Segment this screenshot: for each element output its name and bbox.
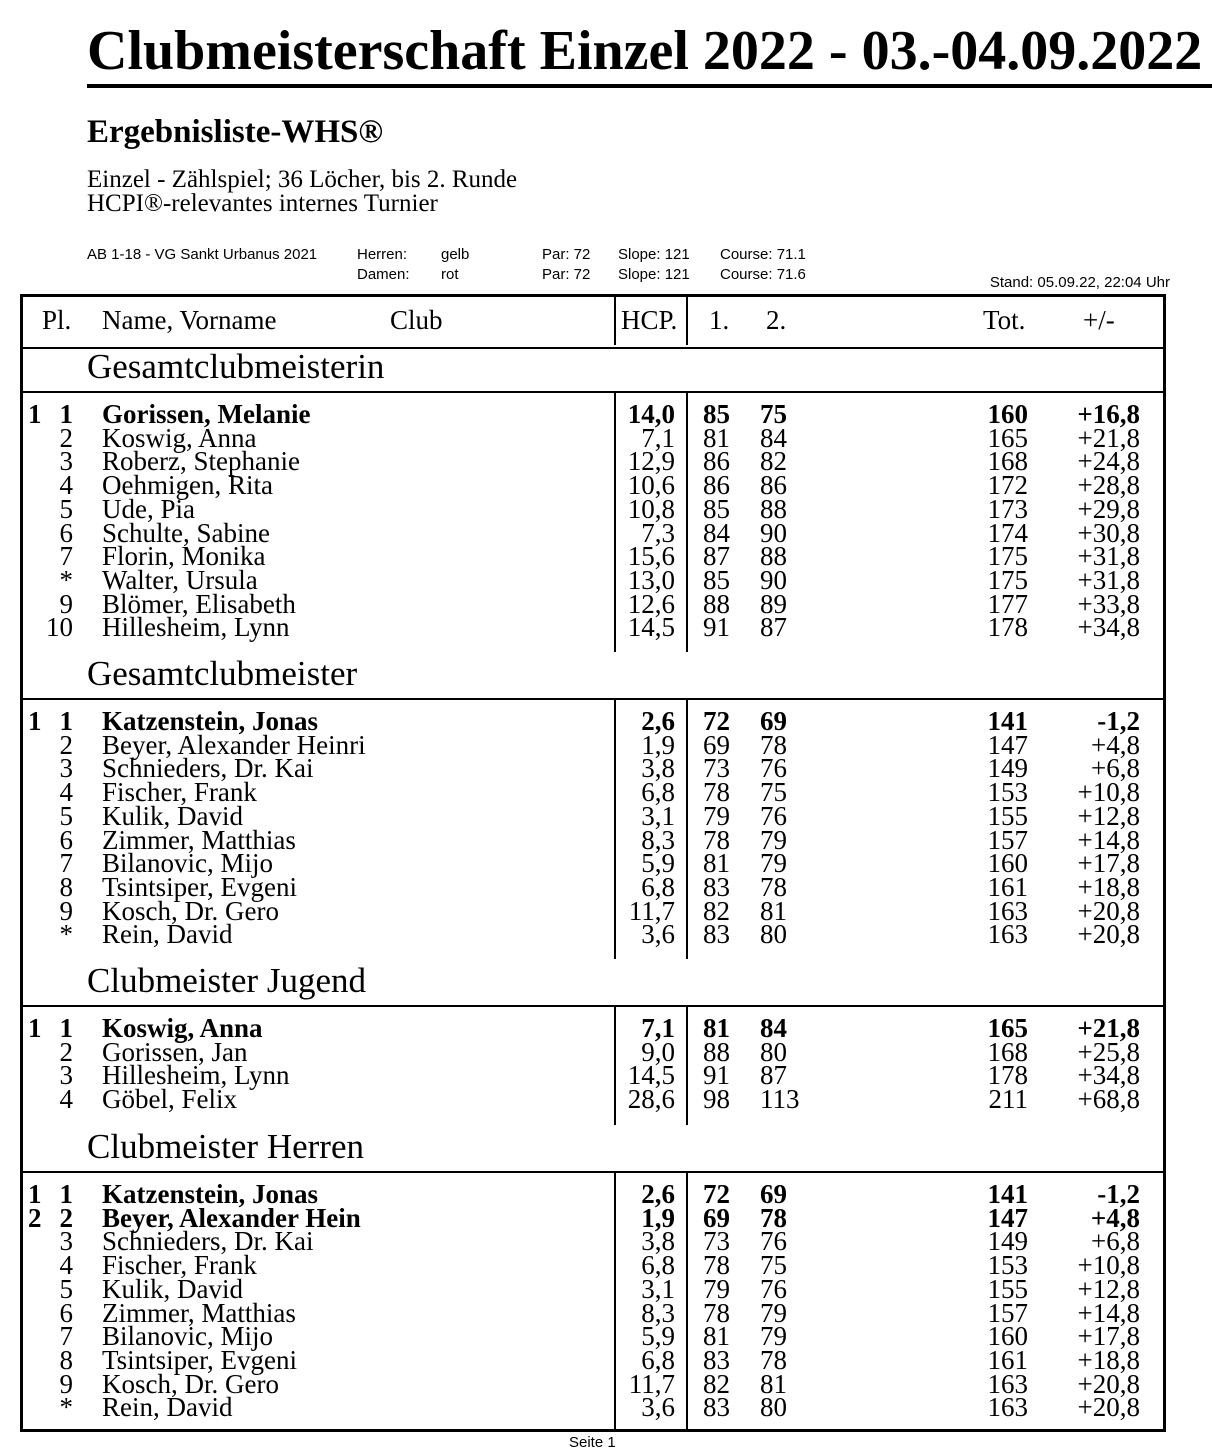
handicap: 6,8: [641, 777, 675, 808]
player-name: Schnieders, Dr. Kai: [102, 1226, 314, 1257]
par-difference: +12,8: [1077, 1273, 1140, 1304]
place: 9: [59, 588, 73, 619]
place: 2: [59, 1202, 73, 1233]
player-name: Fischer, Frank: [102, 777, 257, 808]
round-1-score: 81: [703, 848, 730, 879]
round-2-score: 76: [760, 800, 787, 831]
section-title-label: Gesamtclubmeister: [87, 654, 358, 693]
round-1-score: 81: [703, 1013, 730, 1043]
player-name: Gorissen, Jan: [102, 1036, 248, 1067]
handicap: 14,0: [627, 399, 675, 429]
round-2-score: 81: [760, 1368, 787, 1399]
player-name: Kosch, Dr. Gero: [102, 1368, 279, 1399]
player-name: Koswig, Anna: [102, 422, 257, 453]
round-1-score: 84: [703, 517, 730, 548]
player-name: Zimmer, Matthias: [102, 1297, 296, 1328]
handicap: 14,5: [627, 612, 675, 643]
round-2-score: 80: [760, 1392, 787, 1423]
handicap: 7,1: [641, 1013, 675, 1043]
player-name: Roberz, Stephanie: [102, 446, 300, 477]
section-title-label: Gesamtclubmeisterin: [87, 347, 385, 386]
player-name: Ude, Pia: [102, 493, 195, 524]
par-difference: +31,8: [1077, 541, 1140, 572]
place: 4: [59, 1084, 73, 1115]
total-score: 163: [987, 895, 1028, 926]
total-score: 161: [987, 1344, 1028, 1375]
place: 2: [59, 422, 73, 453]
round-2-score: 90: [760, 517, 787, 548]
place: 1: [59, 706, 73, 736]
hcp-right-divider: [686, 1005, 688, 1125]
total-score: 165: [987, 1013, 1028, 1043]
hcp-right-divider: [686, 391, 688, 652]
player-name: Walter, Ursula: [102, 564, 258, 595]
handicap: 2,6: [641, 1179, 675, 1209]
player-name: Rein, David: [102, 1392, 233, 1423]
par-difference: +28,8: [1077, 470, 1140, 501]
handicap: 3,6: [641, 1392, 675, 1423]
handicap: 12,9: [627, 446, 675, 477]
handicap: 10,6: [627, 470, 675, 501]
total-score: 211: [988, 1084, 1028, 1115]
header-pl: Pl.: [42, 305, 72, 335]
section-title-label: Clubmeister Herren: [87, 1127, 364, 1166]
total-score: 155: [987, 1273, 1028, 1304]
round-2-score: 80: [760, 1036, 787, 1067]
player-name: Kosch, Dr. Gero: [102, 895, 279, 926]
handicap: 7,1: [641, 422, 675, 453]
player-name: Schulte, Sabine: [102, 517, 270, 548]
total-score: 163: [987, 1392, 1028, 1423]
handicap: 3,8: [641, 753, 675, 784]
handicap: 3,8: [641, 1226, 675, 1257]
player-name: Florin, Monika: [102, 541, 266, 572]
total-score: 149: [987, 1226, 1028, 1257]
total-score: 157: [987, 824, 1028, 855]
round-1-score: 83: [703, 1344, 730, 1375]
tee-label: Damen:: [357, 266, 410, 283]
header-round-2: 2.: [766, 305, 787, 335]
place: 10: [46, 612, 73, 643]
total-score: 155: [987, 800, 1028, 831]
place: 6: [59, 824, 73, 855]
total-score: 147: [987, 729, 1028, 760]
player-name: Fischer, Frank: [102, 1250, 257, 1281]
round-2-score: 84: [760, 1013, 787, 1043]
par-difference: +25,8: [1077, 1036, 1140, 1067]
place: 5: [59, 1273, 73, 1304]
par-difference: +34,8: [1077, 1060, 1140, 1091]
player-name: Zimmer, Matthias: [102, 824, 296, 855]
header-diff: +/-: [1083, 305, 1115, 335]
player-name: Schnieders, Dr. Kai: [102, 753, 314, 784]
header-hcp: HCP.: [621, 305, 678, 335]
par-difference: +6,8: [1091, 1226, 1140, 1257]
player-name: Katzenstein, Jonas: [102, 1179, 318, 1209]
player-name: Kulik, David: [102, 1273, 243, 1304]
total-score: 177: [987, 588, 1028, 619]
place: *: [59, 1392, 73, 1423]
handicap: 15,6: [627, 541, 675, 572]
total-score: 141: [987, 1179, 1028, 1209]
mode-line-1: Einzel - Zählspiel; 36 Löcher, bis 2. Runde: [87, 166, 518, 193]
section-title: [23, 345, 1163, 393]
player-name: Gorissen, Melanie: [102, 399, 311, 429]
total-score: 161: [987, 871, 1028, 902]
handicap: 2,6: [641, 706, 675, 736]
par-difference: +14,8: [1077, 1297, 1140, 1328]
round-2-score: 87: [760, 612, 787, 643]
tee-label: Herren:: [357, 246, 408, 263]
round-2-score: 80: [760, 919, 787, 950]
round-2-score: 78: [760, 871, 787, 902]
par-difference: +16,8: [1077, 399, 1140, 429]
round-1-score: 85: [703, 493, 730, 524]
par-difference: +10,8: [1077, 1250, 1140, 1281]
par-difference: +29,8: [1077, 493, 1140, 524]
place: 8: [59, 871, 73, 902]
place: 3: [59, 1060, 73, 1091]
round-2-score: 79: [760, 848, 787, 879]
par-difference: +68,8: [1077, 1084, 1140, 1115]
handicap: 3,1: [641, 1273, 675, 1304]
round-1-score: 73: [703, 1226, 730, 1257]
round-2-score: 113: [760, 1084, 800, 1115]
hcp-left-divider: [614, 297, 616, 345]
round-1-score: 78: [703, 777, 730, 808]
round-2-score: 78: [760, 729, 787, 760]
place: 9: [59, 895, 73, 926]
total-score: 160: [987, 848, 1028, 879]
par-difference: +24,8: [1077, 446, 1140, 477]
round-1-score: 82: [703, 1368, 730, 1399]
handicap: 11,7: [628, 895, 675, 926]
par-difference: +21,8: [1077, 1013, 1140, 1043]
page-number: Seite 1: [569, 1434, 616, 1451]
place: *: [59, 919, 73, 950]
round-2-score: 82: [760, 446, 787, 477]
par-difference: +18,8: [1077, 1344, 1140, 1375]
player-name: Katzenstein, Jonas: [102, 706, 318, 736]
total-score: 165: [987, 422, 1028, 453]
par-difference: +17,8: [1077, 1321, 1140, 1352]
document-subtitle: Ergebnisliste-WHS®: [87, 114, 384, 150]
player-name: Rein, David: [102, 919, 233, 950]
par-difference: +10,8: [1077, 777, 1140, 808]
course-rating: Course: 71.6: [720, 266, 806, 283]
player-name: Koswig, Anna: [102, 1013, 263, 1043]
handicap: 8,3: [641, 824, 675, 855]
round-1-score: 83: [703, 919, 730, 950]
place: 6: [59, 517, 73, 548]
player-name: Kulik, David: [102, 800, 243, 831]
place: 1: [59, 399, 73, 429]
handicap: 6,8: [641, 1250, 675, 1281]
round-1-score: 87: [703, 541, 730, 572]
place: 5: [59, 800, 73, 831]
par-difference: +12,8: [1077, 800, 1140, 831]
round-1-score: 78: [703, 824, 730, 855]
tournament-mode: [87, 168, 517, 216]
round-1-score: 88: [703, 1036, 730, 1067]
tee-color: rot: [441, 266, 459, 283]
player-name: Tsintsiper, Evgeni: [102, 871, 297, 902]
section-title: [23, 1125, 1163, 1173]
place: 6: [59, 1297, 73, 1328]
handicap: 10,8: [627, 493, 675, 524]
total-score: 178: [987, 612, 1028, 643]
par-difference: +33,8: [1077, 588, 1140, 619]
round-2-score: 69: [760, 1179, 787, 1209]
total-score: 157: [987, 1297, 1028, 1328]
round-1-score: 83: [703, 871, 730, 902]
par-difference: +20,8: [1077, 1368, 1140, 1399]
place: 3: [59, 753, 73, 784]
place: *: [59, 564, 73, 595]
document-title: Clubmeisterschaft Einzel 2022 - 03.-04.09.2022: [87, 18, 1212, 88]
handicap: 9,0: [641, 1036, 675, 1067]
round-2-score: 84: [760, 422, 787, 453]
total-score: 175: [987, 564, 1028, 595]
round-2-score: 89: [760, 588, 787, 619]
round-2-score: 78: [760, 1202, 787, 1233]
place: 4: [59, 1250, 73, 1281]
total-score: 163: [987, 919, 1028, 950]
round-1-score: 79: [703, 1273, 730, 1304]
par-difference: +18,8: [1077, 871, 1140, 902]
place: 5: [59, 493, 73, 524]
round-1-score: 88: [703, 588, 730, 619]
hcp-left-divider: [614, 698, 616, 959]
round-2-score: 76: [760, 1273, 787, 1304]
round-2-score: 69: [760, 706, 787, 736]
award-marker: 1: [28, 399, 42, 429]
par-difference: +20,8: [1077, 1392, 1140, 1423]
header-club: Club: [390, 305, 443, 335]
par-value: Par: 72: [542, 266, 591, 283]
award-marker: 1: [28, 1179, 42, 1209]
total-score: 173: [987, 493, 1028, 524]
handicap: 6,8: [641, 871, 675, 902]
par-difference: +20,8: [1077, 895, 1140, 926]
round-2-score: 75: [760, 399, 787, 429]
round-1-score: 91: [703, 1060, 730, 1091]
par-difference: +17,8: [1077, 848, 1140, 879]
hcp-right-divider: [686, 1171, 688, 1429]
total-score: 163: [987, 1368, 1028, 1399]
round-1-score: 73: [703, 753, 730, 784]
total-score: 175: [987, 541, 1028, 572]
hcp-right-divider: [686, 698, 688, 959]
handicap: 8,3: [641, 1297, 675, 1328]
par-difference: +30,8: [1077, 517, 1140, 548]
course-rating: Course: 71.1: [720, 246, 806, 263]
par-value: Par: 72: [542, 246, 591, 263]
award-marker: 2: [28, 1202, 42, 1233]
player-name: Oehmigen, Rita: [102, 470, 273, 501]
header-total: Tot.: [983, 305, 1026, 335]
total-score: 172: [987, 470, 1028, 501]
table-header: [23, 297, 1163, 349]
total-score: 168: [987, 446, 1028, 477]
round-2-score: 76: [760, 753, 787, 784]
round-1-score: 81: [703, 422, 730, 453]
table-row: [23, 1084, 1163, 1115]
round-2-score: 78: [760, 1344, 787, 1375]
place: 1: [59, 1013, 73, 1043]
total-score: 174: [987, 517, 1028, 548]
handicap: 1,9: [641, 729, 675, 760]
round-2-score: 75: [760, 777, 787, 808]
total-score: 149: [987, 753, 1028, 784]
par-difference: -1,2: [1097, 1179, 1140, 1209]
handicap: 3,6: [641, 919, 675, 950]
section-title: [23, 652, 1163, 700]
player-name: Beyer, Alexander Hein: [102, 1202, 361, 1233]
place: 1: [59, 1179, 73, 1209]
total-score: 168: [987, 1036, 1028, 1067]
table-row: [23, 612, 1163, 643]
round-2-score: 79: [760, 1321, 787, 1352]
round-2-score: 79: [760, 824, 787, 855]
round-1-score: 82: [703, 895, 730, 926]
par-difference: +21,8: [1077, 422, 1140, 453]
round-1-score: 81: [703, 1321, 730, 1352]
section-title: [23, 959, 1163, 1007]
hcp-left-divider: [614, 1171, 616, 1429]
section-title-label: Clubmeister Jugend: [87, 961, 366, 1000]
round-2-score: 88: [760, 493, 787, 524]
handicap: 6,8: [641, 1344, 675, 1375]
slope-value: Slope: 121: [618, 266, 690, 283]
round-1-score: 72: [703, 706, 730, 736]
round-1-score: 86: [703, 446, 730, 477]
par-difference: +20,8: [1077, 919, 1140, 950]
place: 2: [59, 729, 73, 760]
par-difference: +31,8: [1077, 564, 1140, 595]
handicap: 1,9: [641, 1202, 675, 1233]
round-2-score: 86: [760, 470, 787, 501]
total-score: 147: [987, 1202, 1028, 1233]
player-name: Beyer, Alexander Heinri: [102, 729, 366, 760]
par-difference: -1,2: [1097, 706, 1140, 736]
player-name: Blömer, Elisabeth: [102, 588, 296, 619]
course-name: AB 1-18 - VG Sankt Urbanus 2021: [87, 246, 318, 263]
player-name: Bilanovic, Mijo: [102, 848, 273, 879]
handicap: 11,7: [628, 1368, 675, 1399]
total-score: 160: [987, 399, 1028, 429]
round-1-score: 69: [703, 729, 730, 760]
par-difference: +4,8: [1090, 1202, 1140, 1233]
round-2-score: 88: [760, 541, 787, 572]
hcp-left-divider: [614, 391, 616, 652]
header-round-1: 1.: [709, 305, 730, 335]
round-2-score: 76: [760, 1226, 787, 1257]
total-score: 141: [987, 706, 1028, 736]
round-1-score: 78: [703, 1297, 730, 1328]
player-name: Hillesheim, Lynn: [102, 612, 290, 643]
total-score: 160: [987, 1321, 1028, 1352]
round-1-score: 79: [703, 800, 730, 831]
results-table: [20, 294, 1166, 1432]
round-1-score: 91: [703, 612, 730, 643]
round-1-score: 69: [703, 1202, 730, 1233]
par-difference: +34,8: [1077, 612, 1140, 643]
hcp-right-divider: [686, 297, 688, 345]
round-2-score: 75: [760, 1250, 787, 1281]
place: 2: [59, 1036, 73, 1067]
place: 7: [59, 1321, 73, 1352]
place: 9: [59, 1368, 73, 1399]
player-name: Göbel, Felix: [102, 1084, 237, 1115]
place: 3: [59, 1226, 73, 1257]
round-1-score: 86: [703, 470, 730, 501]
round-1-score: 85: [703, 399, 730, 429]
player-name: Hillesheim, Lynn: [102, 1060, 290, 1091]
tee-color: gelb: [441, 246, 470, 263]
award-marker: 1: [28, 1013, 42, 1043]
hcp-left-divider: [614, 1005, 616, 1125]
round-2-score: 90: [760, 564, 787, 595]
par-difference: +6,8: [1091, 753, 1140, 784]
handicap: 3,1: [641, 800, 675, 831]
handicap: 5,9: [641, 1321, 675, 1352]
round-1-score: 98: [703, 1084, 730, 1115]
place: 3: [59, 446, 73, 477]
status-timestamp: Stand: 05.09.22, 22:04 Uhr: [989, 274, 1170, 291]
handicap: 12,6: [627, 588, 675, 619]
table-row: [23, 1392, 1163, 1423]
round-2-score: 87: [760, 1060, 787, 1091]
par-difference: +4,8: [1091, 729, 1140, 760]
place: 7: [59, 848, 73, 879]
place: 8: [59, 1344, 73, 1375]
place: 4: [59, 470, 73, 501]
round-1-score: 72: [703, 1179, 730, 1209]
total-score: 178: [987, 1060, 1028, 1091]
total-score: 153: [987, 1250, 1028, 1281]
handicap: 5,9: [641, 848, 675, 879]
round-2-score: 81: [760, 895, 787, 926]
player-name: Bilanovic, Mijo: [102, 1321, 273, 1352]
handicap: 14,5: [627, 1060, 675, 1091]
handicap: 13,0: [627, 564, 675, 595]
table-row: [23, 919, 1163, 950]
round-1-score: 78: [703, 1250, 730, 1281]
player-name: Tsintsiper, Evgeni: [102, 1344, 297, 1375]
mode-line-2: HCPI®-relevantes internes Turnier: [87, 190, 438, 217]
slope-value: Slope: 121: [618, 246, 690, 263]
total-score: 153: [987, 777, 1028, 808]
par-difference: +14,8: [1077, 824, 1140, 855]
header-name: Name, Vorname: [102, 305, 277, 335]
place: 7: [59, 541, 73, 572]
handicap: 7,3: [641, 517, 675, 548]
round-1-score: 85: [703, 564, 730, 595]
handicap: 28,6: [627, 1084, 675, 1115]
round-1-score: 83: [703, 1392, 730, 1423]
place: 4: [59, 777, 73, 808]
award-marker: 1: [28, 706, 42, 736]
round-2-score: 79: [760, 1297, 787, 1328]
